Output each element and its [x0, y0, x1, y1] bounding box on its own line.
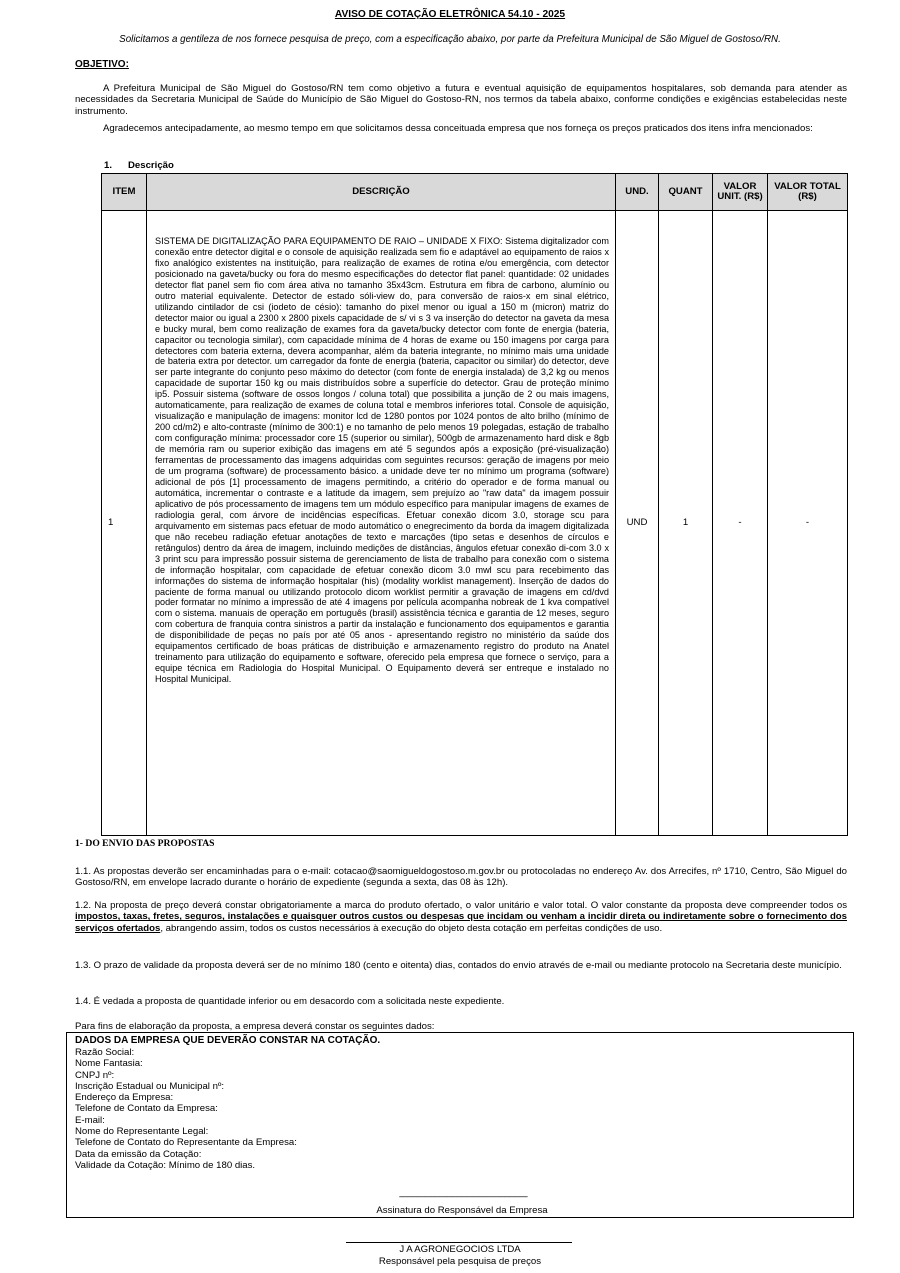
- section-1-title: Descrição: [128, 160, 174, 171]
- envio-paragraph-5: Para fins de elaboração da proposta, a empresa deverá constar os seguintes dados:: [75, 1021, 435, 1032]
- cell-item: 1: [102, 211, 147, 836]
- cell-descricao: SISTEMA DE DIGITALIZAÇÃO PARA EQUIPAMENTO DE RAIO – UNIDADE X FIXO: Sistema digitalizador com conexão entre detector digital e o console de aquisição realizada sem fio e adaptável ao equipamento de raios x fixo analógico existentes na instituição, para realização de exames de rotina e/ou emergência, com detector posicionado na gaveta/bucky ou fora do mesmo especificações do detector flat panel: quantidade: 02 unidades detector flat panel sem fio com área ativa no tamanho 35x43cm. Estrutura em fibra de carbono, alumínio ou outro material equivalente. Detector de estado sóli-view do, para conversão de raios-x em sinal elétrico, utilizando cintilador de csi (iodeto de césio): tamanho do pixel menor ou igual a 150 m (micron) matriz do detector maior ou igual a 2300 x 2800 pixels capacidade de s/ vi s 3 va inserção do detector na gaveta da mesa e bucky mural, bem como realização de exames fora da gaveta/bucky detector com fonte de energia (bateria, capacitor ou tecnologia similar), com capacidade mínima de 4 horas de exame ou 150 imagens por carga para detectores com bateria externa, devera acompanhar, além da bateria integrante, no mínimo mais uma unidade de bateria extra por detector. um carregador da fonte de energia (bateria, capacitor ou similar) do detector, deve ser parte integrante do conjunto peso máximo do detector (com fonte de energia instalada) de 3,2 kg ou menos capacidade de suportar 150 kg ou mais distribuídos sobre a superfície do detector. Grau de proteção mínimo ip5. Possuir sistema (software de ossos longos / coluna total) que possibilita a junção de 2 ou mais imagens, automaticamente, para realização de exames de coluna total e membros inferiores total. Console de aquisição, visualização e manipulação de imagens: monitor lcd de 1280 pontos por 1024 pontos de alto brilho (mínimo de 200 cd/m2) e alto-contraste (mínimo de 300:1) e no tamanho de pelo menos 19 polegadas, estação de trabalho com configuração mínima: processador core 15 (superior ou similar), 500gb de armazenamento hard disk e 8gb de memória ram ou superior exibição das imagens em até 5 segundos após a exposição (pré-visualização) ferramentas de processamento das imagens adquiridas com seguintes recursos: geração de imagens por meio de um programa (software) de processamento básico. a unidade deve ter no mínimo um programa (software) adicional de pós [1] processamento de imagens permitindo, a critério do operador e de forma manual ou automática, incrementar o contraste e a latitude da imagem, sem prejuízo ao "raw data" da imagem possuir aplicativo de pós processamento de imagens tem um módulo específico para manipular imagens de exames de radiologia geral, com árvore de incidências específicas. Efetuar conexão dicom 3.0, storage scu para arquivamento em sistemas pacs efetuar de modo automático o enegrecimento da borda da imagem digitalizada que não recebeu radiação efetuar anotações de texto e marcações (tipo setas e desenhos de círculos e retângulos) dentro da área de imagem, incluindo medições de distâncias, ângulos efetuar conexão di-com 3.0 x 3 print scu para impressão possuir sistema de gerenciamento de lista de trabalho para conexão com o sistema de informação hospitalar, com capacidade de efetuar conexão dicom 3.0 mwl scu para recebimento das informações do sistema de informação hospitalar (his) (modality worklist management). Inserção de dados do paciente de forma manual ou utilizando protocolo dicom worklist permitir a gravação de imagens em cd/dvd poder formatar no mínimo a impressão de até 4 imagens por película acompanha nobreak de 1 kva compatível com o sistema. manuais de operação em português (brasil) assistência técnica e garantia de 12 meses, seguro com cobertura de franquia contra sinistros a partir da instalação e funcionamento dos equipamentos e garantia de disponibilidade de peças no país por até 05 anos - apresentando registro no ministério da saúde dos equipamentos certificado de boas práticas de distribuição e armazenamento registro do produto na Anatel treinamento para utilização do equipamento e software, oferecido pela empresa que fornece o serviço, para a equipe técnica em Radiologia do Hospital Municipal. O Equipamento deverá ser entreque e instalado no Hospital Municipal.: [147, 211, 616, 836]
- field-nome-fantasia: Nome Fantasia:: [75, 1058, 143, 1070]
- intro-text: Solicitamos a gentileza de nos fornece pesquisa de preço, com a especificação abaixo, por parte da Prefeitura Municipal de São Miguel de Gostoso/RN.: [119, 34, 781, 45]
- header-quant: QUANT: [659, 174, 713, 211]
- company-data-fields: [75, 1047, 297, 1171]
- section-1-number: 1.: [104, 160, 113, 171]
- responsible-company-name: J A AGRONEGOCIOS LTDA: [399, 1244, 521, 1255]
- cell-valor-unit: -: [713, 211, 768, 836]
- envio-paragraph-1: 1.1. As propostas deverão ser encaminhadas para o e-mail: cotacao@saomigueldogostoso.m.gov.br ou protocoladas no endereço Av. dos Arrecifes, nº 1710, Centro, São Miguel do Gostoso/RN, em envelope lacrado durante o horário de expediente (segunda a sexta, das 08 às 12h).: [75, 866, 847, 889]
- responsible-role: Responsável pela pesquisa de preços: [378, 1256, 542, 1267]
- envio-heading: 1- DO ENVIO DAS PROPOSTAS: [75, 838, 215, 849]
- envio-emphasis: impostos, taxas, fretes, seguros, instalações e quaisquer outros custos ou despesas que incidam ou venham a incidir direta ou indiretamente sobre o fornecimento dos serviços ofertados: [75, 911, 847, 934]
- cell-valor-total: -: [768, 211, 848, 836]
- signature-line: -----------------------------------------------------------------------------: [398, 1192, 528, 1201]
- header-descricao: DESCRIÇÃO: [147, 174, 616, 211]
- field-telefone-empresa: Telefone de Contato da Empresa:: [75, 1103, 218, 1115]
- objetivo-heading: OBJETIVO:: [75, 59, 129, 70]
- table-row: [102, 211, 848, 836]
- objetivo-paragraph-2: Agradecemos antecipadamente, ao mesmo tempo em que solicitamos dessa conceituada empresa que nos forneça os preços praticados dos itens infra mencionados:: [103, 123, 813, 134]
- envio-paragraph-2: 1.2. Na proposta de preço deverá constar obrigatoriamente a marca do produto ofertado, o valor unitário e valor total. O valor constante da proposta deve compreender todos os impostos, taxas, fretes, seguros, instalações e quaisquer outros custos ou despesas que incidam ou venham a incidir direta ou indiretamente sobre o fornecimento dos serviços ofertados, abrangendo assim, todos os custos necessários à execução do objeto desta cotação em perfeitas condições de uso.: [75, 900, 847, 934]
- field-telefone-representante: Telefone de Contato do Representante da Empresa:: [75, 1137, 297, 1149]
- cell-und: UND: [616, 211, 659, 836]
- objetivo-paragraph-1: A Prefeitura Municipal de São Miguel do Gostoso/RN tem como objetivo a futura e eventual aquisição de equipamentos hospitalares, sob demanda para atender as necessidades da Secretaria Municipal de Saúde do Município de São Miguel do Gostoso-RN, nos termos da tabela abaixo, conforme condições e exigências estabelecidas neste instrumento.: [75, 83, 847, 117]
- company-data-box: [66, 1032, 854, 1218]
- field-endereco: Endereço da Empresa:: [75, 1092, 174, 1104]
- field-razao-social: Razão Social:: [75, 1047, 135, 1058]
- field-inscricao: Inscrição Estadual ou Municipal nº:: [75, 1080, 225, 1092]
- document-title: AVISO DE COTAÇÃO ELETRÔNICA 54.10 - 2025: [334, 9, 566, 20]
- table-header-row: [102, 174, 848, 211]
- header-item: ITEM: [102, 174, 147, 211]
- field-email: E-mail:: [75, 1114, 105, 1126]
- header-valor-unit: VALOR UNIT. (R$): [713, 174, 768, 211]
- field-cnpj: CNPJ nº:: [75, 1069, 115, 1081]
- responsible-signature-line: [346, 1242, 572, 1243]
- field-representante: Nome do Representante Legal:: [75, 1126, 209, 1138]
- header-und: UND.: [616, 174, 659, 211]
- field-data-emissao: Data da emissão da Cotação:: [75, 1148, 202, 1160]
- items-table: [101, 173, 848, 836]
- cell-quant: 1: [659, 211, 713, 836]
- envio-paragraph-3: 1.3. O prazo de validade da proposta deverá ser de no mínimo 180 (cento e oitenta) dias, contados do envio através de e-mail ou mediante protocolo na Secretaria deste município.: [75, 960, 842, 971]
- section-1-heading: [104, 160, 174, 171]
- envio-paragraph-4: 1.4. É vedada a proposta de quantidade inferior ou em desacordo com a solicitada neste expediente.: [75, 996, 505, 1007]
- company-data-heading: DADOS DA EMPRESA QUE DEVERÃO CONSTAR NA COTAÇÃO.: [75, 1035, 381, 1046]
- header-valor-total: VALOR TOTAL (R$): [768, 174, 848, 211]
- signature-label: Assinatura do Responsável da Empresa: [376, 1205, 548, 1216]
- field-validade: Validade da Cotação: Mínimo de 180 dias.: [75, 1159, 256, 1171]
